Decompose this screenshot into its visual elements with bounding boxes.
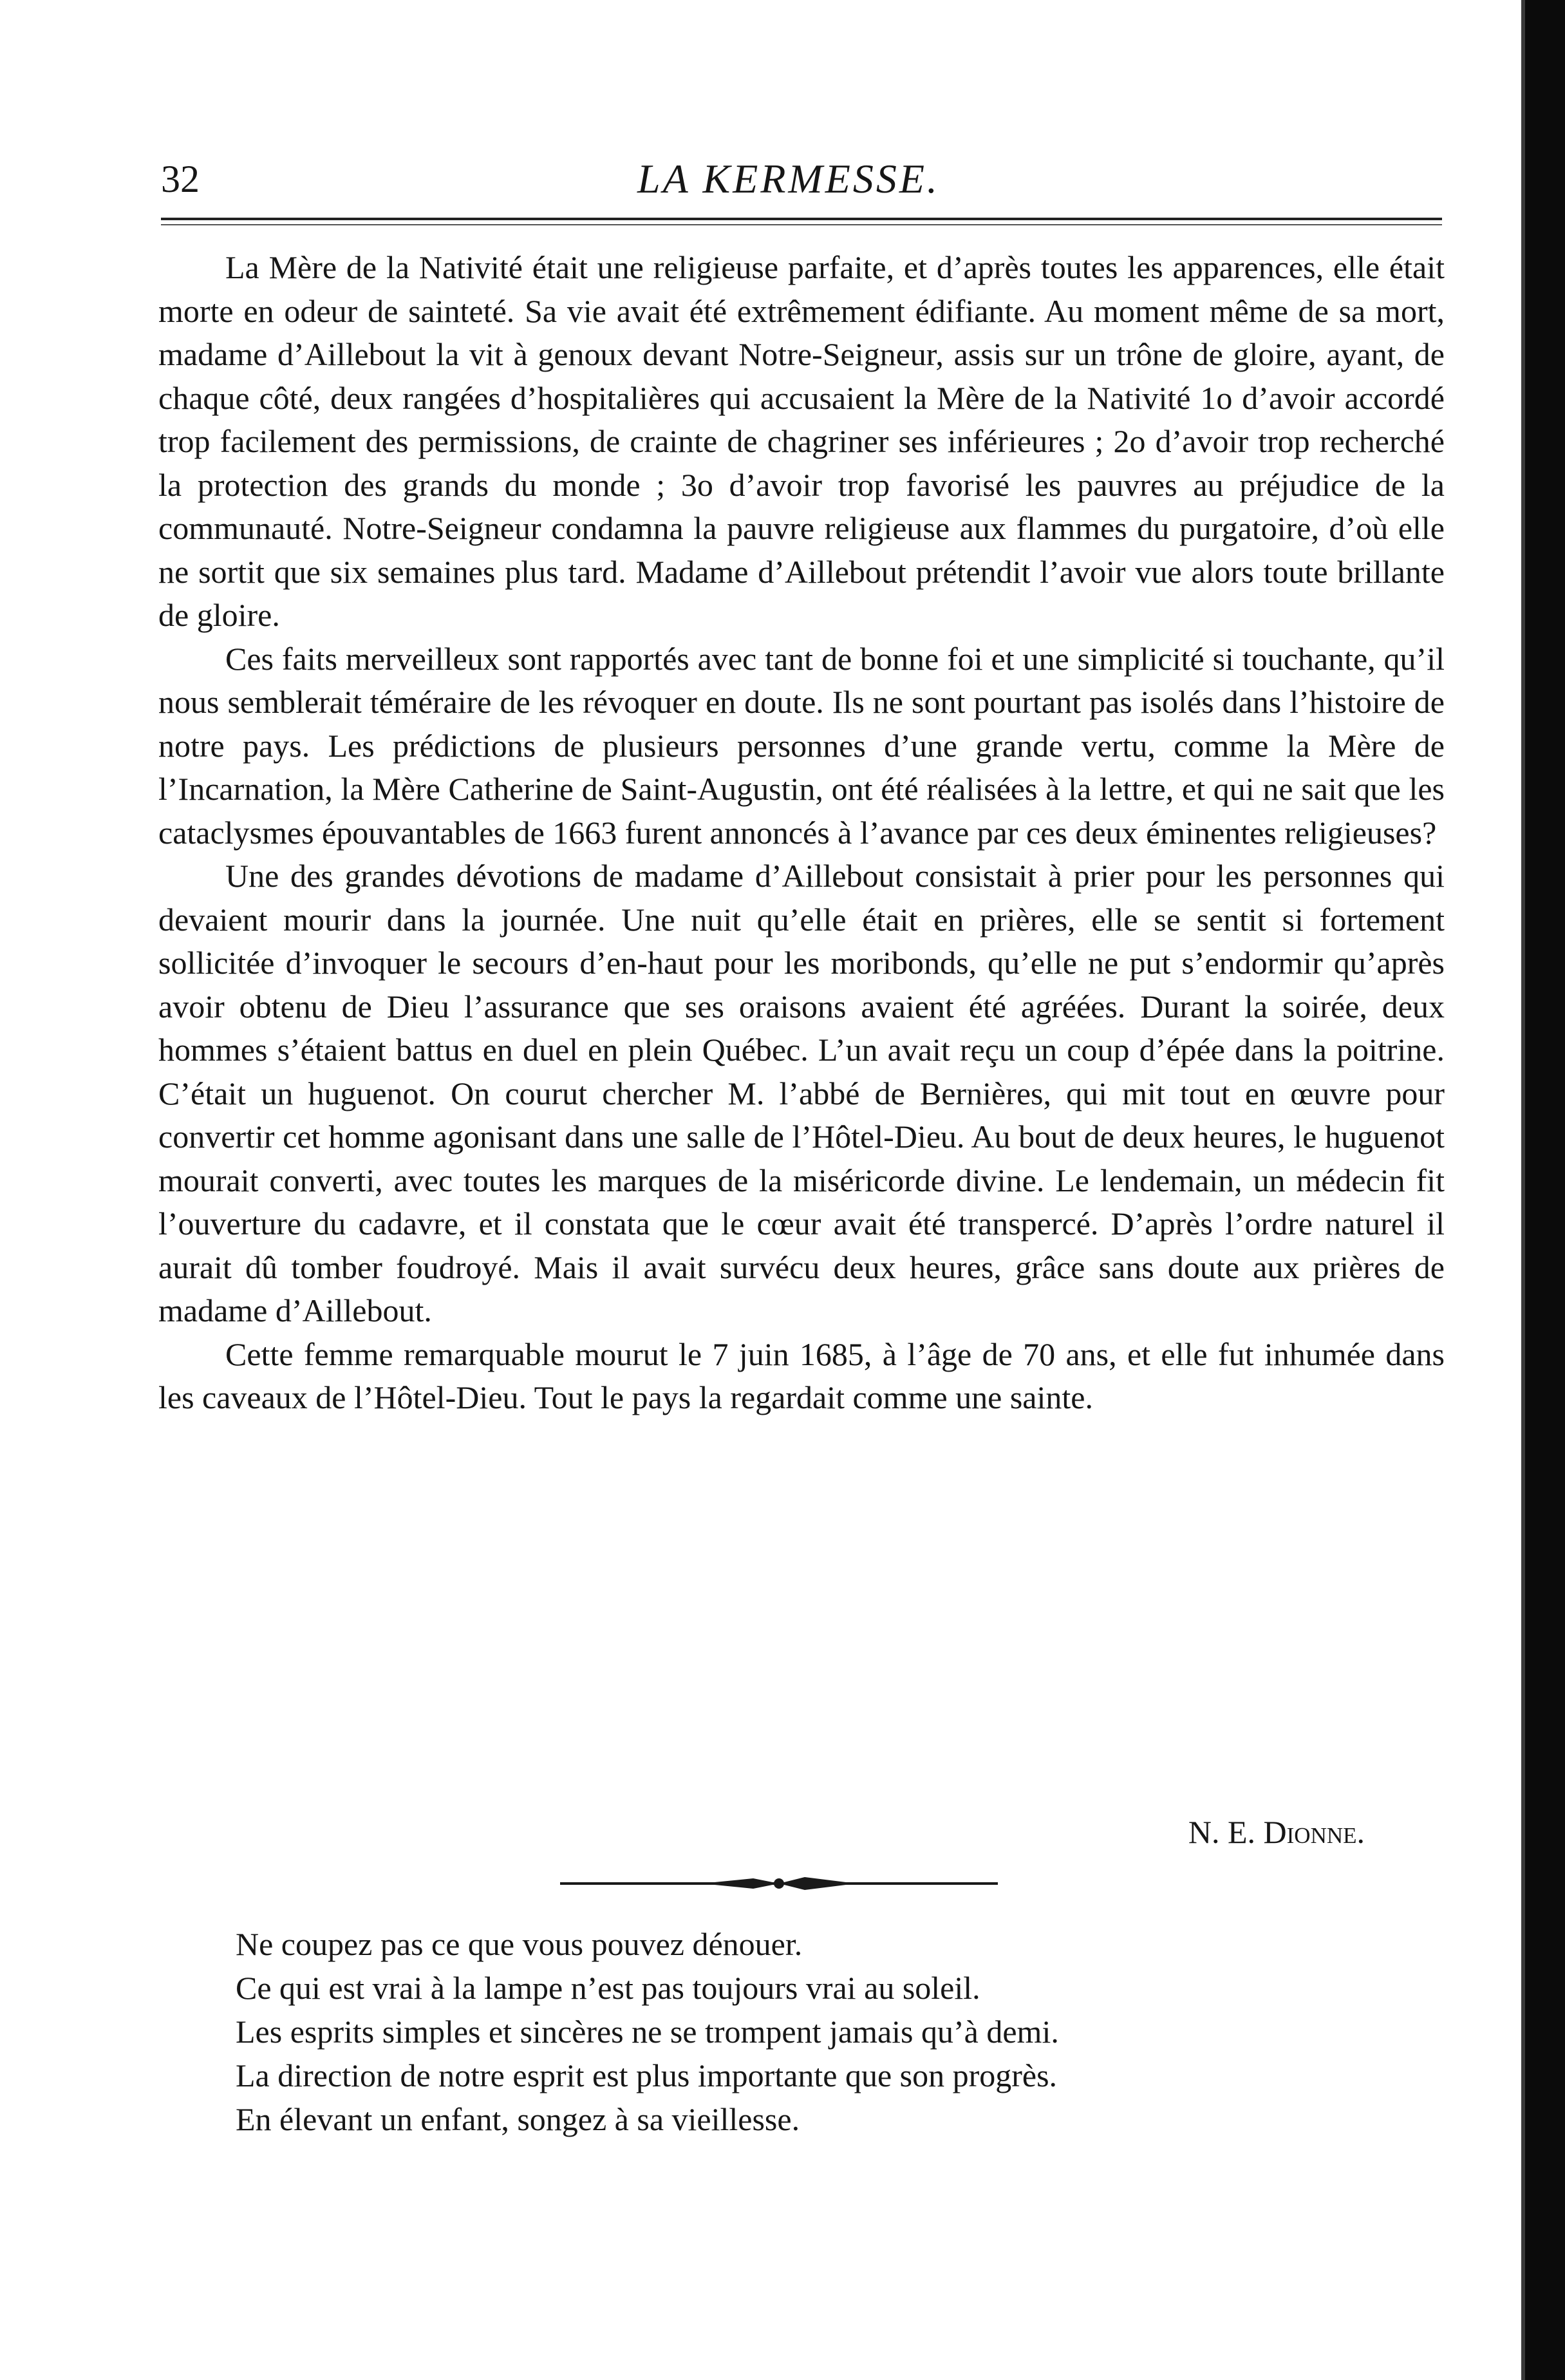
maxim: Les esprits simples et sincères ne se trompent jamais qu’à demi. (236, 2014, 1059, 2050)
body-text (158, 246, 1445, 1420)
maxim: Ne coupez pas ce que vous pouvez dénouer. (236, 1926, 803, 1962)
maxim: Ce qui est vrai à la lampe n’est pas toujours vrai au soleil. (236, 1970, 980, 2006)
maxim: En élevant un enfant, songez à sa vieillesse. (236, 2101, 800, 2137)
page-header (161, 153, 1448, 211)
maxims-list (236, 1922, 1394, 2141)
paragraph: Une des grandes dévotions de madame d’Aillebout consistait à prier pour les personnes qui devaient mourir dans la journée. Une nuit qu’elle était en prières, elle se sentit si fortement sollicitée d’invoquer le secours d’en-haut pour les moribonds, qu’elle ne put s’endormir qu’après avoir obtenu de Dieu l’assurance que ses oraisons avaient été agréées. Durant la soirée, deux hommes s’étaient battus en duel en plein Québec. L’un avait reçu un coup d’épée dans la poitrine. C’était un huguenot. On courut chercher M. l’abbé de Bernières, qui mit tout en œuvre pour convertir cet homme agonisant dans une salle de l’Hôtel-Dieu. Au bout de deux heures, le huguenot mourait converti, avec toutes les marques de la miséricorde divine. Le lendemain, un médecin fit l’ouverture du cadavre, et il constata que le cœur avait été transpercé. D’après l’ordre naturel il aurait dû tomber foudroyé. Mais il avait survécu deux heures, grâce sans doute aux prières de madame d’Aillebout. (158, 858, 1445, 1328)
paragraph: La Mère de la Nativité était une religieuse parfaite, et d’après toutes les apparences, elle était morte en odeur de sainteté. Sa vie avait été extrêmement édifiante. Au moment même de sa mort, madame d’Aillebout la vit à genoux devant Notre-Seigneur, assis sur un trône de gloire, ayant, de chaque côté, deux rangées d’hospitalières qui accusaient la Mère de la Nativité 1o d’avoir accordé trop facilement des permissions, de crainte de chagriner ses inférieures ; 2o d’avoir trop recherché la protection des grands du monde ; 3o d’avoir trop favorisé les pauvres au préjudice de la communauté. Notre-Seigneur condamna la pauvre religieuse aux flammes du purgatoire, d’où elle ne sortit que six semaines plus tard. Madame d’Aillebout prétendit l’avoir vue alors toute brillante de gloire. (158, 249, 1445, 633)
ornamental-divider (560, 1871, 998, 1896)
author-signature: N. E. Dionne. (1188, 1814, 1365, 1850)
page-edge-border (1525, 0, 1565, 2380)
header-rule (161, 218, 1442, 220)
page-number: 32 (161, 158, 200, 200)
paragraph: Ces faits merveilleux sont rapportés avec tant de bonne foi et une simplicité si touchante, qu’il nous semblerait téméraire de les révoquer en doute. Ils ne sont pourtant pas isolés dans l’histoire de notre pays. Les prédictions de plusieurs personnes d’une grande vertu, comme la Mère de l’Incarnation, la Mère Catherine de Saint-Augustin, ont été réalisées à la lettre, et qui ne sait que les cataclysmes épouvantables de 1663 furent annoncés à l’avance par ces deux éminentes religieuses? (158, 640, 1445, 851)
maxim: La direction de notre esprit est plus importante que son progrès. (236, 2057, 1058, 2093)
running-title: LA KERMESSE. (637, 156, 940, 202)
header-rule-thin (161, 224, 1442, 225)
paragraph: Cette femme remarquable mourut le 7 juin 1685, à l’âge de 70 ans, et elle fut inhumée dans les caveaux de l’Hôtel-Dieu. Tout le pays la regardait comme une sainte. (158, 1336, 1445, 1415)
